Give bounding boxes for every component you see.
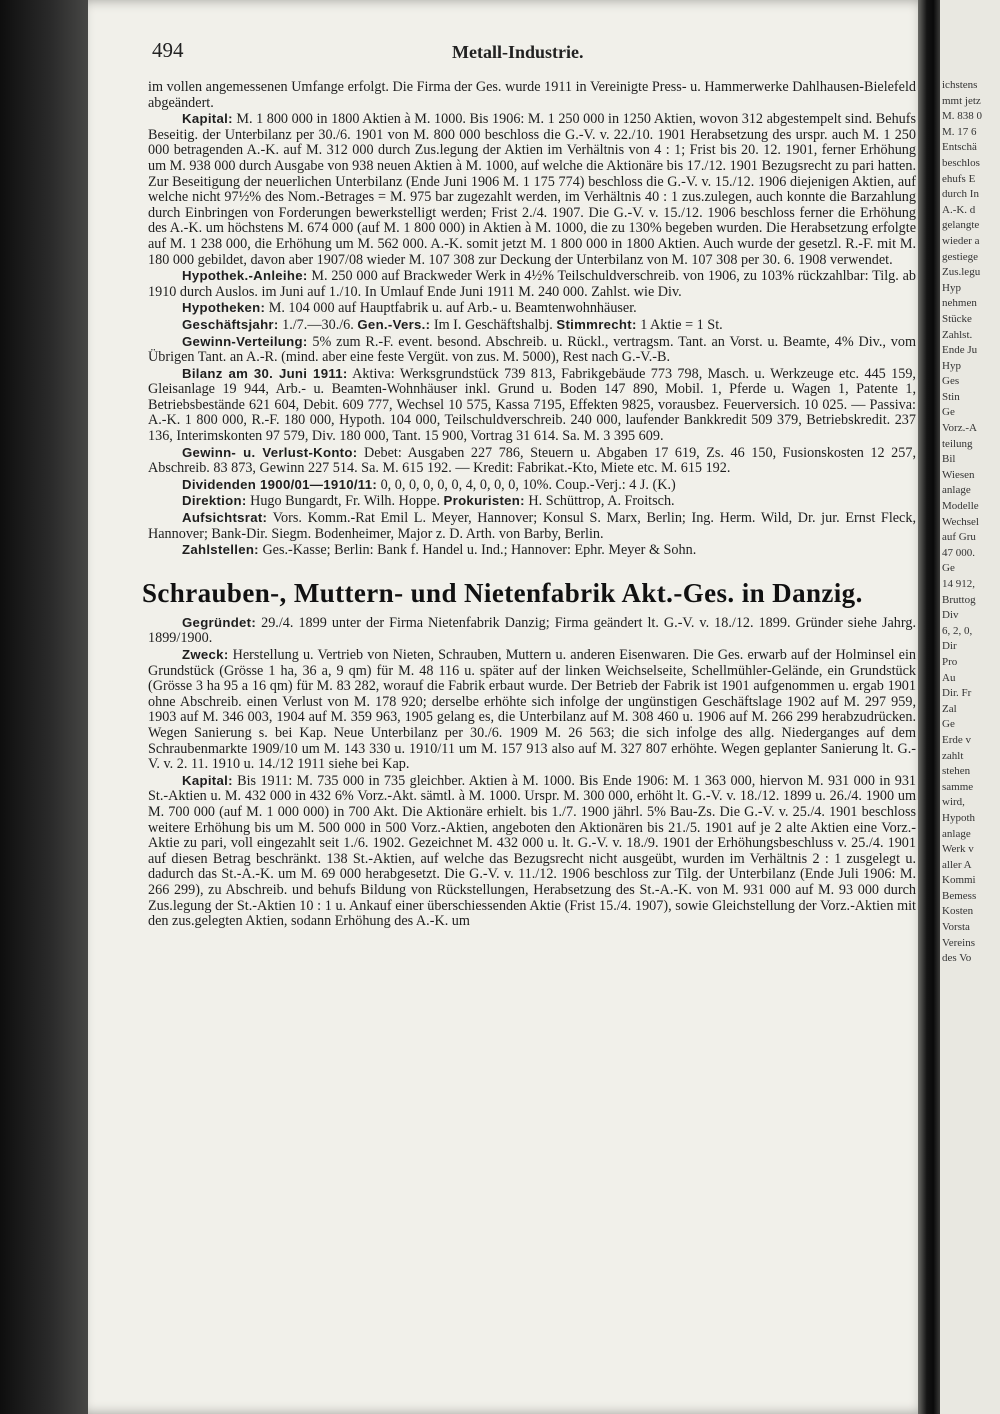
page-header [152,38,912,72]
scan-left-border [0,0,92,1414]
adjacent-line-fragment: Modelle [942,500,979,513]
adjacent-line-fragment: Vorsta [942,921,970,934]
intro-text: im vollen angemessenen Umfange erfolgt. Die Firma der Ges. wurde 1911 in Vereinigte Press- u. Hammerwerke Dahlhausen-Bielefeld abgeändert. [148,79,916,111]
adjacent-line-fragment: Ge [942,718,955,731]
paragraph-zahlstellen [148,542,916,559]
adjacent-line-fragment: Vereins [942,936,975,949]
gj-text: 1./7.—30./6. [282,316,354,333]
adjacent-line-fragment: Pro [942,655,958,668]
gv-label: Gen.-Vers.: [357,316,431,332]
paragraph-gewinn-verteilung [148,334,916,366]
gewinn-label: Gewinn-Verteilung: [182,333,308,349]
paragraph-hypothek-anleihe [148,268,916,300]
adjacent-line-fragment: A.-K. d [942,203,976,216]
adjacent-line-fragment: ehufs E [942,172,976,185]
gv-text: Im I. Geschäftshalbj. [433,316,553,333]
adjacent-page-text [942,78,1000,967]
paragraph-dividenden [148,477,916,494]
adjacent-line-fragment: anlage [942,484,971,497]
adjacent-line-fragment: durch In [942,188,979,201]
adjacent-line-fragment: 14 912, [942,578,975,590]
book-gutter [918,0,940,1414]
adjacent-line-fragment: Kommi [942,874,976,887]
guv-text: Debet: Ausgaben 227 786, Steuern u. Abgaben 17 619, Zs. 46 150, Fusionskosten 12 257, Abschreib. 83 873, Gewinn 227 514. Sa. M. 615 192. — Kredit: Fabrikat.-Kto, Miete etc. M. 615 192. [148,444,916,477]
zahl-text: Ges.-Kasse; Berlin: Bank f. Handel u. Ind.; Hannover: Ephr. Meyer & Sohn. [262,542,697,559]
adjacent-line-fragment: Stin [942,390,960,403]
prok-label: Prokuristen: [443,493,525,509]
hypothek-label: Hypothek.-Anleihe: [182,268,308,284]
adjacent-line-fragment: Hyp [942,281,961,294]
ar-label: Aufsichtsrat: [182,510,268,526]
adjacent-line-fragment: Zahlst. [942,328,973,341]
hypotheken-label: Hypotheken: [182,300,266,316]
bilanz-text: Aktiva: Werksgrundstück 739 813, Fabrikgebäude 773 798, Masch. u. Werkzeuge etc. 445 159, Gleisanlage 19 944, Arb.- u. Beamten-Wohnhäuser inkl. Grund u. Boden 147 890, Mobil. 1, Pferde u. Wagen 1, Patente 1, Betriebsbestände 621 604, Debit. 609 777, Wechsel 10 575, Kassa 7195, Effekten 9825, vorausbez. Feuerversich. 10 025. — Passiva: A.-K. 1 800 000, R.-F. 180 000, Hypoth. 104 000, Teilschuldverschreib. 240 000, laufender Bankkredit 509 379, Betriebskredit. 237 136, Interimskonten 97 579, Div. 180 000, Tant. 15 900, Vortrag 31 614. Sa. M. 3 395 609. [148,365,916,445]
adjacent-line-fragment: Bil [942,453,956,466]
adjacent-line-fragment: Wechsel [942,515,979,528]
dir-text: Hugo Bungardt, Fr. Wilh. Hoppe. [250,493,440,510]
adjacent-line-fragment: mmt jetz [942,94,981,107]
adjacent-line-fragment: Dir. Fr [942,687,972,700]
guv-label: Gewinn- u. Verlust-Konto: [182,444,358,460]
adjacent-line-fragment: des Vo [942,952,972,965]
adjacent-line-fragment: teilung [942,437,973,450]
adjacent-line-fragment: gelangte [942,219,980,232]
adjacent-line-fragment: Kosten [942,905,974,918]
zahl-label: Zahlstellen: [182,542,259,558]
paragraph-gegruendet [148,615,916,647]
paragraph-kapital [148,111,916,268]
bilanz-label: Bilanz am 30. Juni 1911: [182,365,348,381]
adjacent-line-fragment: nehmen [942,297,977,310]
adjacent-line-fragment: M. 17 6 [942,125,977,138]
kapital-label: Kapital: [182,111,233,127]
kap-text: Bis 1911: M. 735 000 in 735 gleichber. Aktien à M. 1000. Bis Ende 1906: M. 1 363 000, hiervon M. 931 000 in 931 St.-Aktien u. M. 432 000 in 432 6% Vorz.-Akt. sämtl. à M. 1000. Urspr. M. 300 000, erhöht lt. G.-V. v. 18./12. 1899 u. 26./4. 1900 um M. 700 000 (auf M. 1 000 000) in 700 Akt. Die Aktionäre erhielt. bis 1./7. 1900 jährl. 5% Bau-Zs. Die G.-V. v. 25./4. 1901 beschloss weitere Erhöhung bis um M. 500 000 in 500 Vorz.-Aktien, angeboten den Aktionären bis 21./5. 1901 auf je 2 alte Aktien eine Vorz.-Aktie zu pari, voll eingezahlt seit 1./6. 1902. Gezeichnet M. 432 000 u. lt. G.-V. v. 18./9. 1901 der Erhöhungsbeschluss v. 25./4. 1901 auf diesen Betrag beschränkt. 138 St.-Aktien, auf welche das Bezugsrecht nicht ausgeübt, wurden im Verhältnis 2 : 1 zusgelegt u. dadurch das St.-A.-K. um M. 69 000 herabgesetzt. Die G.-V. v. 11./12. 1906 beschloss zur Tilg. der Unterbilanz (Ende Juli 1906: M. 266 299), zu Abschreib. und behufs Bildung von Rückstellungen, Herabsetzung des St.-A.-K. von M. 931 000 auf M. 93 000 durch Zus.legung der St.-Aktien 10 : 1 u. Ankauf einer überschiessenden Aktie (Frist 15./4. 1907), sowie Gleichstellung der Vorz.-Aktien mit den zus.gelegten Aktien, sodann Erhöhung des A.-K. um [148,772,917,930]
adjacent-line-fragment: Vorz.-A [942,422,977,435]
adjacent-line-fragment: Div [942,609,959,622]
page-number: 494 [152,38,184,62]
adjacent-line-fragment: anlage [942,827,971,840]
adjacent-line-fragment: stehen [942,765,971,778]
paragraph-direktion [148,493,916,510]
stimm-text: 1 Aktie = 1 St. [640,316,723,333]
adjacent-line-fragment: 47 000. [942,546,975,559]
div-label: Dividenden 1900/01—1910/11: [182,476,378,492]
gj-label: Geschäftsjahr: [182,316,279,332]
paragraph-aufsichtsrat [148,510,916,542]
adjacent-page-edge [940,0,1000,1414]
adjacent-line-fragment: Werk v [942,843,974,856]
paragraph-bilanz [148,366,916,445]
adjacent-line-fragment: auf Gru [942,531,976,544]
paragraph-kapital-2 [148,773,916,930]
adjacent-line-fragment: 6, 2, 0, [942,624,973,637]
adjacent-line-fragment: Wiesen [942,468,975,481]
book-page [88,0,928,1414]
paragraph-zweck [148,647,916,773]
kap-label: Kapital: [182,772,233,788]
adjacent-line-fragment: Bemess [942,889,977,902]
gegr-label: Gegründet: [182,614,257,630]
adjacent-line-fragment: aller A [942,858,972,871]
adjacent-line-fragment: wieder a [942,234,980,247]
paragraph-guv [148,445,916,477]
hypothek-text: M. 250 000 auf Brackweder Werk in 4½% Teilschuldverschreib. von 1906, zu 103% rückzahlbar: Tilg. ab 1910 durch Auslos. im Juni auf 1./10. In Umlauf Ende Juni 1911 M. 240 000. Zahlst. wie Div. [148,268,916,300]
stimm-label: Stimmrecht: [556,316,637,332]
adjacent-line-fragment: samme [942,780,974,793]
adjacent-line-fragment: gestiege [942,250,979,263]
company-heading: Schrauben-, Muttern- und Nietenfabrik Akt.-Ges. in Danzig. [142,577,863,608]
adjacent-line-fragment: Dir [942,640,957,653]
paragraph-geschaeftsjahr [148,317,916,334]
adjacent-line-fragment: Ge [942,406,955,419]
paragraph-intro [148,80,916,111]
adjacent-line-fragment: Ges [942,375,960,388]
page-body [142,79,917,930]
adjacent-line-fragment: Ende Ju [942,344,978,357]
adjacent-line-fragment: M. 838 0 [942,110,983,123]
hypotheken-text: M. 104 000 auf Hauptfabrik u. auf Arb.- u. Beamtenwohnhäuser. [268,300,637,317]
running-title: Metall-Industrie. [452,42,584,62]
dir-label: Direktion: [182,493,247,509]
adjacent-line-fragment: beschlos [942,156,980,169]
adjacent-line-fragment: Bruttog [942,593,976,606]
adjacent-line-fragment: ichstens [942,79,978,91]
gewinn-text: 5% zum R.-F. event. besond. Abschreib. u. Rückl., vertragsm. Tant. an Vorst. u. Beamte, 4% Div., vom Übrigen Tant. an A.-R. (mind. aber eine feste Vergüt. von zus. M. 5000), Rest nach G.-V.-B. [148,333,916,366]
adjacent-line-fragment: zahlt [942,749,964,762]
adjacent-line-fragment: Stücke [942,312,972,325]
adjacent-line-fragment: Au [942,671,956,684]
prok-text: H. Schüttrop, A. Froitsch. [528,493,675,510]
div-text: 0, 0, 0, 0, 0, 0, 4, 0, 0, 0, 10%. Coup.-Verj.: 4 J. (K.) [380,476,676,493]
kapital-text: M. 1 800 000 in 1800 Aktien à M. 1000. Bis 1906: M. 1 250 000 in 1250 Aktien, wovon 312 abgestempelt sind. Behufs Beseitig. der Unterbilanz per 30./6. 1901 von M. 800 000 beschloss die G.-V. v. 22./10. 1901 Herabsetzung des urspr. auch M. 1 250 000 betragenden A.-K. auf M. 312 000 durch Zus.legung der Aktien im Verhältnis von 4 : 1; Frist bis 20. 12. 1901, ferner Erhöhung um M. 938 000 durch Ausgabe von 938 neuen Aktien à M. 1000, auf welche die Aktionäre bis 17./12. 1901 Bezugsrecht zu pari hatten. Zur Beseitigung der neuerlichen Unterbilanz (Ende Juni 1906 M. 1 175 774) beschloss die G.-V. v. 15./12. 1906 diejenigen Aktien, auf welche nicht 97½% des Nom.-Betrages = M. 975 bar zugezahlt werden, im Verhältnis 40 : 1 zus.zulegen, auch konnte die Barzahlung durch Einbringen von Forderungen bewerkstelligt werden; Frist 2./4. 1907. Die G.-V. v. 15./12. 1906 beschloss ferner die Erhöhung des A.-K. um höchstens M. 674 000 (auf M. 1 800 000) in Aktien à M. 1000, die zu 130% begeben wurden. Die Herabsetzung erfolgte auf M. 1 238 000, die Erhöhung um M. 562 000. A.-K. somit jetzt M. 1 800 000 in 1800 Aktien. Auch wurde der gesetzl. R.-F. mit M. 180 000 gebildet, davon aber 1907/08 wieder M. 107 308 zur Deckung der Unterbilanz von M. 107 308 per 30. 6. 1908 verwendet. [148,111,916,268]
adjacent-line-fragment: Hypoth [942,811,975,824]
ar-text: Vors. Komm.-Rat Emil L. Meyer, Hannover; Konsul S. Marx, Berlin; Ing. Herm. Wild, Dr. jur. Ernst Fleck, Hannover; Bank-Dir. Siegm. Bodenheimer, Major z. D. Arth. von Barby, Berlin. [148,510,916,542]
adjacent-line-fragment: Zal [942,702,957,715]
adjacent-line-fragment: Hyp [942,359,961,372]
paragraph-hypotheken [148,300,916,317]
adjacent-line-fragment: Zus.legu [942,266,981,279]
adjacent-line-fragment: Ge [942,562,955,575]
adjacent-line-fragment: Erde v [942,733,972,746]
adjacent-line-fragment: Entschä [942,141,977,154]
zweck-text: Herstellung u. Vertrieb von Nieten, Schrauben, Muttern u. anderen Eisenwaren. Die Ges. erwarb auf der Holminsel ein Grundstück (Grösse 1 ha, 36 a, 9 qm) für M. 48 116 u. später auf der linken Weichselseite, Schellmühler-Gelände, ein Grundstück (Grösse 3 ha 95 a 16 qm) für M. 83 282, worauf die Fabrik erbaut wurde. Der Betrieb der Fabrik ist 1901 aufgenommen u. ergab 1901 ohne Abschreib. einen Verlust von M. 178 920; derselbe erhöhte sich infolge der ungünstigen Geschäftslage 1902 auf M. 297 959, 1903 auf M. 346 003, 1904 auf M. 359 963, 1905 gelang es, die Unterbilanz auf M. 308 460 u. 1906 auf M. 266 299 herabzudrücken. Wegen Sanierung s. bei Kap. Neue Unterbilanz per 30./6. 1909 M. 26 563; die sich infolge des allg. Niederganges auf dem Schraubenmarkte 1909/10 um M. 143 330 u. 1910/11 um M. 157 913 also auf M. 327 807 erhöhte. Wegen geplanter Sanierung lt. G.-V. v. 2. 11. 1910 u. 14./12 1911 siehe bei Kap. [148,647,917,773]
adjacent-line-fragment: wird, [942,796,965,809]
zweck-label: Zweck: [182,647,229,662]
gegr-text: 29./4. 1899 unter der Firma Nietenfabrik Danzig; Firma geändert lt. G.-V. v. 18./12. 1899. Gründer siehe Jahrg. 1899/1900. [148,614,917,647]
